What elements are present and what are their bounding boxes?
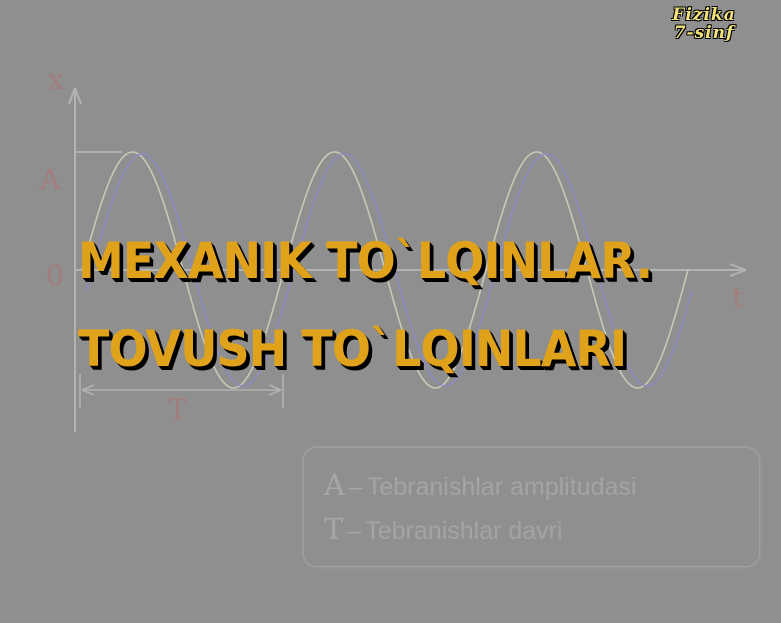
brand-line-2: 7-sinf xyxy=(673,23,735,43)
title-line-1: MEXANIK TO`LQINLAR. xyxy=(78,232,653,290)
brand-logo xyxy=(649,6,759,42)
legend-text: Tebranishlar davri xyxy=(365,517,563,545)
legend-symbol: A xyxy=(324,468,345,502)
legend-dash: – xyxy=(348,473,363,501)
period-label: T xyxy=(168,393,187,426)
legend-row-period xyxy=(324,512,563,546)
legend-row-amplitude xyxy=(324,468,636,502)
y-axis-label: x xyxy=(48,63,64,96)
legend-dash: – xyxy=(347,517,362,545)
legend-text: Tebranishlar amplitudasi xyxy=(366,473,637,501)
x-axis-label: t xyxy=(732,281,744,314)
legend-symbol: T xyxy=(324,512,344,546)
amplitude-label: A xyxy=(40,163,61,196)
title-line-2: TOVUSH TO`LQINLARI xyxy=(78,320,627,378)
origin-label: 0 xyxy=(46,259,64,292)
brand-line-1: Fizika xyxy=(672,5,736,25)
legend-box xyxy=(303,447,760,567)
